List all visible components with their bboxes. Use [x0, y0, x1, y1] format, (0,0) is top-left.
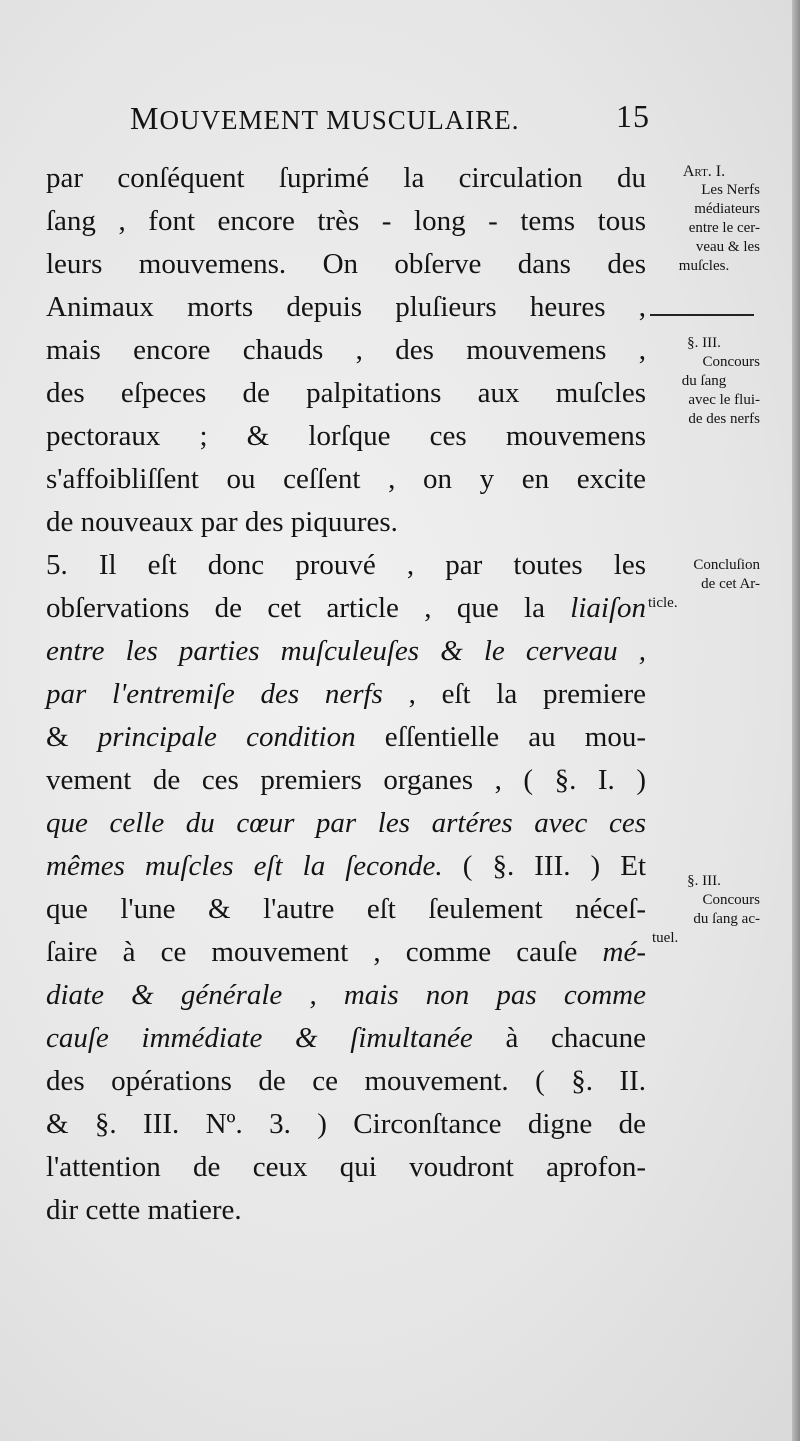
italic-phrase: liaiſon [570, 592, 647, 624]
text-line: par conſéquent ſuprimé la circulation du [46, 162, 646, 194]
italic-phrase: mêmes muſcles eſt la ſeconde. [46, 850, 443, 882]
text-line: cauſe immédiate & ſimultanée à chacune [46, 1022, 647, 1054]
text-line: vement de ces premiers organes , ( §. I. ) [46, 764, 646, 796]
text-line: l'attention de ceux qui voudront aprofon- [46, 1151, 646, 1183]
text-line: leurs mouvemens. On obſerve dans des [46, 248, 646, 280]
margin-note-section-3: §. III. Concours du ſang avec le flui- de des nerfs [681, 335, 760, 427]
page-number: 15 [616, 98, 650, 134]
text-line: ſang , font encore très - long - tems tous [46, 205, 646, 237]
text-line: dir cette matiere. [46, 1194, 242, 1226]
text-line: des opérations de ce mouvement. ( §. II. [46, 1065, 646, 1097]
margin-note-section-3-actual: §. III. Concours du ſang ac- tuel. [652, 873, 760, 946]
italic-phrase: par l'entremiſe des nerfs [46, 678, 383, 710]
text-line: de nouveaux par des piquures. [46, 506, 398, 538]
italic-phrase: cauſe immédiate & ſimultanée [46, 1022, 473, 1054]
text-line: Animaux morts depuis pluſieurs heures , [46, 291, 646, 323]
margin-note-art-1: Art. I. Les Nerfs médiateurs entre le cer- veau & les muſcles. [678, 163, 760, 274]
page-edge-shadow [792, 0, 800, 1441]
running-header [130, 100, 650, 140]
margin-note-divider [650, 314, 754, 316]
page-title: MOUVEMENT MUSCULAIRE. [130, 100, 520, 136]
paragraph-start-line: 5. Il eſt donc prouvé , par toutes les [46, 549, 646, 581]
italic-phrase: mé- [602, 936, 647, 968]
text-line: s'affoibliſſent ou ceſſent , on y en excite [46, 463, 646, 495]
text-line: diate & générale , mais non pas comme [46, 979, 646, 1011]
text-line: entre les parties muſculeuſes & le cerveau , [46, 635, 646, 667]
text-line: obſervations de cet article , que la liaiſon [46, 592, 647, 624]
text-line: mêmes muſcles eſt la ſeconde. ( §. III. ) Et [46, 850, 647, 882]
text-line: par l'entremiſe des nerfs , eſt la premiere [46, 678, 646, 710]
text-line: mais encore chauds , des mouvemens , [46, 334, 646, 366]
text-line: ſaire à ce mouvement , comme cauſe mé- [46, 936, 647, 968]
text-line: pectoraux ; & lorſque ces mouvemens [46, 420, 646, 452]
text-line: des eſpeces de palpitations aux muſcles [46, 377, 646, 409]
text-line: que celle du cœur par les artéres avec ces [46, 807, 646, 839]
italic-phrase: principale condition [97, 721, 356, 753]
text-line: & §. III. Nº. 3. ) Circonſtance digne de [46, 1108, 646, 1140]
text-line: & principale condition eſſentielle au mou- [46, 721, 647, 753]
margin-note-conclusion: Concluſion de cet Ar- ticle. [648, 557, 760, 611]
text-line: que l'une & l'autre eſt ſeulement néceſ- [46, 893, 646, 925]
